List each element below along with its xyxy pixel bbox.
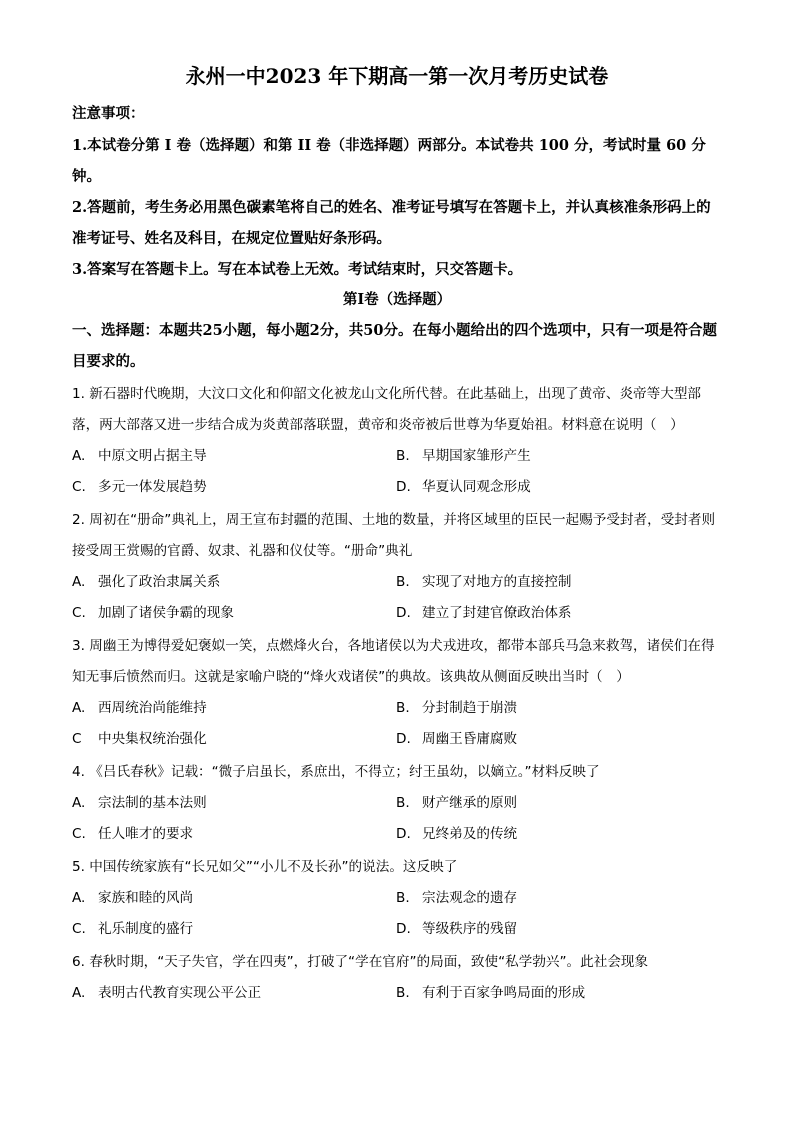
option-b[interactable]	[396, 788, 722, 819]
option-list	[72, 693, 722, 755]
option-letter: B.	[396, 700, 410, 716]
option-text: 表明古代教育实现公平公正	[98, 985, 262, 1001]
option-letter: B.	[396, 795, 410, 811]
option-list	[72, 883, 722, 945]
option-list	[72, 441, 722, 503]
exam-page	[72, 62, 722, 1009]
option-letter: C.	[72, 479, 86, 495]
option-b[interactable]	[396, 693, 722, 724]
question-3	[72, 631, 722, 755]
option-a[interactable]	[72, 883, 396, 914]
option-text: 等级秩序的残留	[422, 921, 518, 937]
question-5	[72, 852, 722, 945]
option-text: 强化了政治隶属关系	[98, 574, 221, 590]
notes-section	[72, 102, 722, 285]
option-letter: B.	[396, 985, 410, 1001]
section-instructions: 一、选择题：本题共25小题，每小题2分，共50分。在每小题给出的四个选项中，只有一项是符合题目要求的。	[72, 322, 717, 370]
option-d[interactable]	[396, 819, 722, 850]
question-4	[72, 757, 722, 850]
option-d[interactable]	[396, 724, 722, 755]
question-6	[72, 947, 722, 1009]
option-letter: A.	[72, 574, 86, 590]
option-letter: C.	[72, 921, 86, 937]
option-letter: A.	[72, 795, 86, 811]
option-text: 家族和睦的风尚	[98, 890, 194, 906]
option-c[interactable]	[72, 914, 396, 945]
note-item: 3.答案写在答题卡上。写在本试卷上无效。考试结束时，只交答题卡。	[72, 261, 523, 278]
option-letter: D.	[396, 605, 411, 621]
option-letter: D.	[396, 826, 411, 842]
section-title: 第Ⅰ卷（选择题）	[342, 291, 452, 308]
option-c[interactable]	[72, 724, 396, 755]
option-list	[72, 567, 722, 629]
option-letter: A.	[72, 448, 86, 464]
option-letter: D.	[396, 921, 411, 937]
option-letter: C.	[72, 605, 86, 621]
option-b[interactable]	[396, 441, 722, 472]
option-letter: A.	[72, 985, 86, 1001]
option-d[interactable]	[396, 914, 722, 945]
notes-heading: 注意事项：	[72, 105, 145, 122]
question-stem: 5. 中国传统家族有“长兄如父”“小儿不及长孙”的说法。这反映了	[72, 859, 458, 875]
option-letter: D.	[396, 479, 411, 495]
option-letter: C	[72, 731, 82, 747]
question-1	[72, 379, 722, 503]
option-b[interactable]	[396, 567, 722, 598]
question-stem: 1. 新石器时代晚期，大汶口文化和仰韶文化被龙山文化所代替。在此基础上，出现了黄帝、炎帝等大型部落，两大部落又进一步结合成为炎黄部落联盟，黄帝和炎帝被后世尊为华夏始祖。材料意在说明（ ）	[72, 386, 702, 433]
option-c[interactable]	[72, 819, 396, 850]
option-d[interactable]	[396, 598, 722, 629]
option-text: 实现了对地方的直接控制	[422, 574, 572, 590]
option-text: 中原文明占据主导	[98, 448, 207, 464]
option-letter: D.	[396, 731, 411, 747]
question-stem: 6. 春秋时期，“天子失官，学在四夷”，打破了“学在官府”的局面，致使“私学勃兴”。此社会现象	[72, 954, 649, 970]
option-letter: C.	[72, 826, 86, 842]
option-text: 西周统治尚能维持	[98, 700, 207, 716]
option-text: 早期国家雏形产生	[422, 448, 531, 464]
option-text: 华夏认同观念形成	[422, 479, 531, 495]
option-b[interactable]	[396, 883, 722, 914]
option-text: 加剧了诸侯争霸的现象	[98, 605, 234, 621]
option-d[interactable]	[396, 472, 722, 503]
note-item: 1.本试卷分第 I 卷（选择题）和第 II 卷（非选择题）两部分。本试卷共 100 分，考试时量 60 分钟。	[72, 137, 706, 185]
option-text: 多元一体发展趋势	[98, 479, 207, 495]
option-text: 周幽王昏庸腐败	[422, 731, 518, 747]
option-letter: B.	[396, 448, 410, 464]
question-stem: 2. 周初在“册命”典礼上，周王宣布封疆的范围、土地的数量，并将区域里的臣民一起赐予受封者，受封者则接受周王赏赐的官爵、奴隶、礼器和仪仗等。“册命”典礼	[72, 512, 716, 559]
option-list	[72, 978, 722, 1009]
option-a[interactable]	[72, 441, 396, 472]
option-text: 财产继承的原则	[422, 795, 518, 811]
option-a[interactable]	[72, 567, 396, 598]
option-c[interactable]	[72, 472, 396, 503]
option-text: 建立了封建官僚政治体系	[422, 605, 572, 621]
option-letter: A.	[72, 890, 86, 906]
option-a[interactable]	[72, 693, 396, 724]
question-stem: 3. 周幽王为博得爱妃褒姒一笑，点燃烽火台，各地诸侯以为犬戎进攻，都带本部兵马急来救驾，诸侯们在得知无事后愤然而归。这就是家喻户晓的“烽火戏诸侯”的典故。该典故从侧面反映出当时（ ）	[72, 638, 715, 685]
option-text: 分封制趋于崩溃	[422, 700, 518, 716]
exam-title: 永州一中2023 年下期高一第一次月考历史试卷	[185, 64, 609, 88]
option-letter: B.	[396, 574, 410, 590]
option-list	[72, 788, 722, 850]
option-a[interactable]	[72, 978, 396, 1009]
option-a[interactable]	[72, 788, 396, 819]
option-letter: B.	[396, 890, 410, 906]
option-text: 宗法制的基本法则	[98, 795, 207, 811]
note-item: 2.答题前，考生务必用黑色碳素笔将自己的姓名、准考证号填写在答题卡上，并认真核准条形码上的准考证号、姓名及科目，在规定位置贴好条形码。	[72, 199, 711, 247]
option-text: 有利于百家争鸣局面的形成	[422, 985, 586, 1001]
option-text: 宗法观念的遗存	[422, 890, 518, 906]
option-letter: A.	[72, 700, 86, 716]
question-stem: 4. 《吕氏春秋》记载：“微子启虽长，系庶出，不得立；纣王虽幼，以嫡立。”材料反映了	[72, 764, 600, 780]
option-text: 任人唯才的要求	[98, 826, 194, 842]
option-text: 兄终弟及的传统	[422, 826, 518, 842]
option-text: 中央集权统治强化	[98, 731, 207, 747]
option-c[interactable]	[72, 598, 396, 629]
option-b[interactable]	[396, 978, 722, 1009]
question-2	[72, 505, 722, 629]
option-text: 礼乐制度的盛行	[98, 921, 194, 937]
